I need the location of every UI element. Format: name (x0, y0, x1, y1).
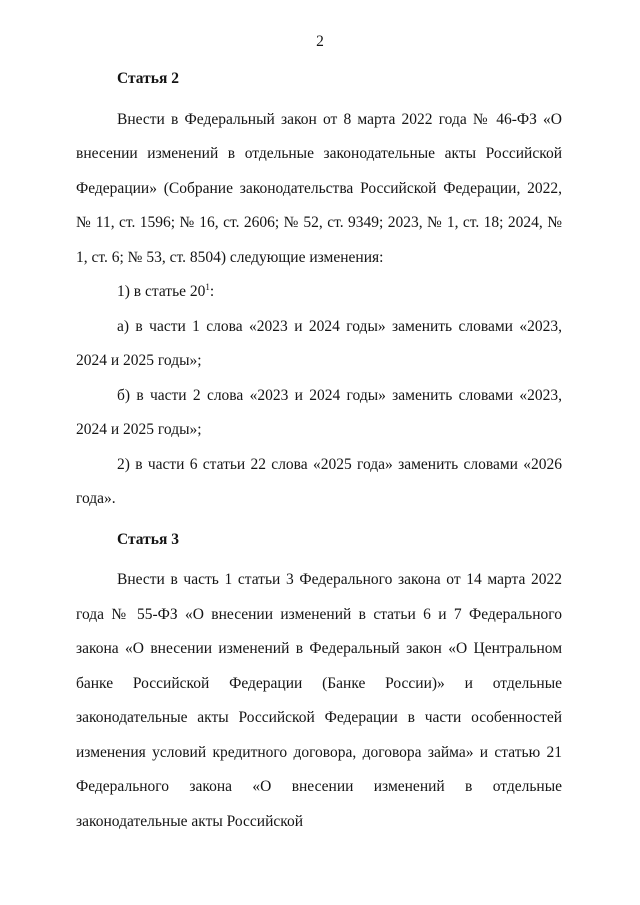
item-1-superscript: 1 (205, 281, 210, 292)
article-2-item-2: 2) в части 6 статьи 22 слова «2025 года» заменить словами «2026 года». (76, 455, 562, 507)
item-1-suffix: : (209, 283, 215, 300)
article-3-text: Внести в часть 1 статьи 3 Федерального закона от 14 марта 2022 года № 55-ФЗ «О внесении изменений в статьи 6 и 7 Федерального закона «О внесении изменений в Федеральный закон «О Центральном банке Российской Федерации (Банке России)» и отдельные законодательные акты Российской Федерации в части особенностей изменения условий кредитного договора, договора займа» и статью 21 Федерального закона «О внесении изменений в отдельные законодательные акты Российской (76, 571, 562, 830)
article-2-intro: Внести в Федеральный закон от 8 марта 2022 года № 46-ФЗ «О внесении изменений в отдельные законодательные акты Российской Федерации» (Собрание законодательства Российской Федерации, 2022, № 11, ст. 1596; № 16, ст. 2606; № 52, ст. 9349; 2023, № 1, ст. 18; 2024, № 1, ст. 6; № 53, ст. 8504) следующие изменения: (76, 110, 562, 266)
page-number: 2 (316, 33, 324, 50)
article-2-item-1-b: б) в части 2 слова «2023 и 2024 годы» заменить словами «2023, 2024 и 2025 годы»; (76, 386, 562, 438)
article-3-heading: Статья 3 (117, 530, 179, 548)
article-2-item-1-a: а) в части 1 слова «2023 и 2024 годы» заменить словами «2023, 2024 и 2025 годы»; (76, 317, 562, 369)
document-body (76, 56, 562, 839)
article-2-heading: Статья 2 (117, 70, 179, 87)
article-2-item-1 (76, 275, 562, 310)
item-1-prefix: 1) в статье 20 (117, 283, 206, 300)
